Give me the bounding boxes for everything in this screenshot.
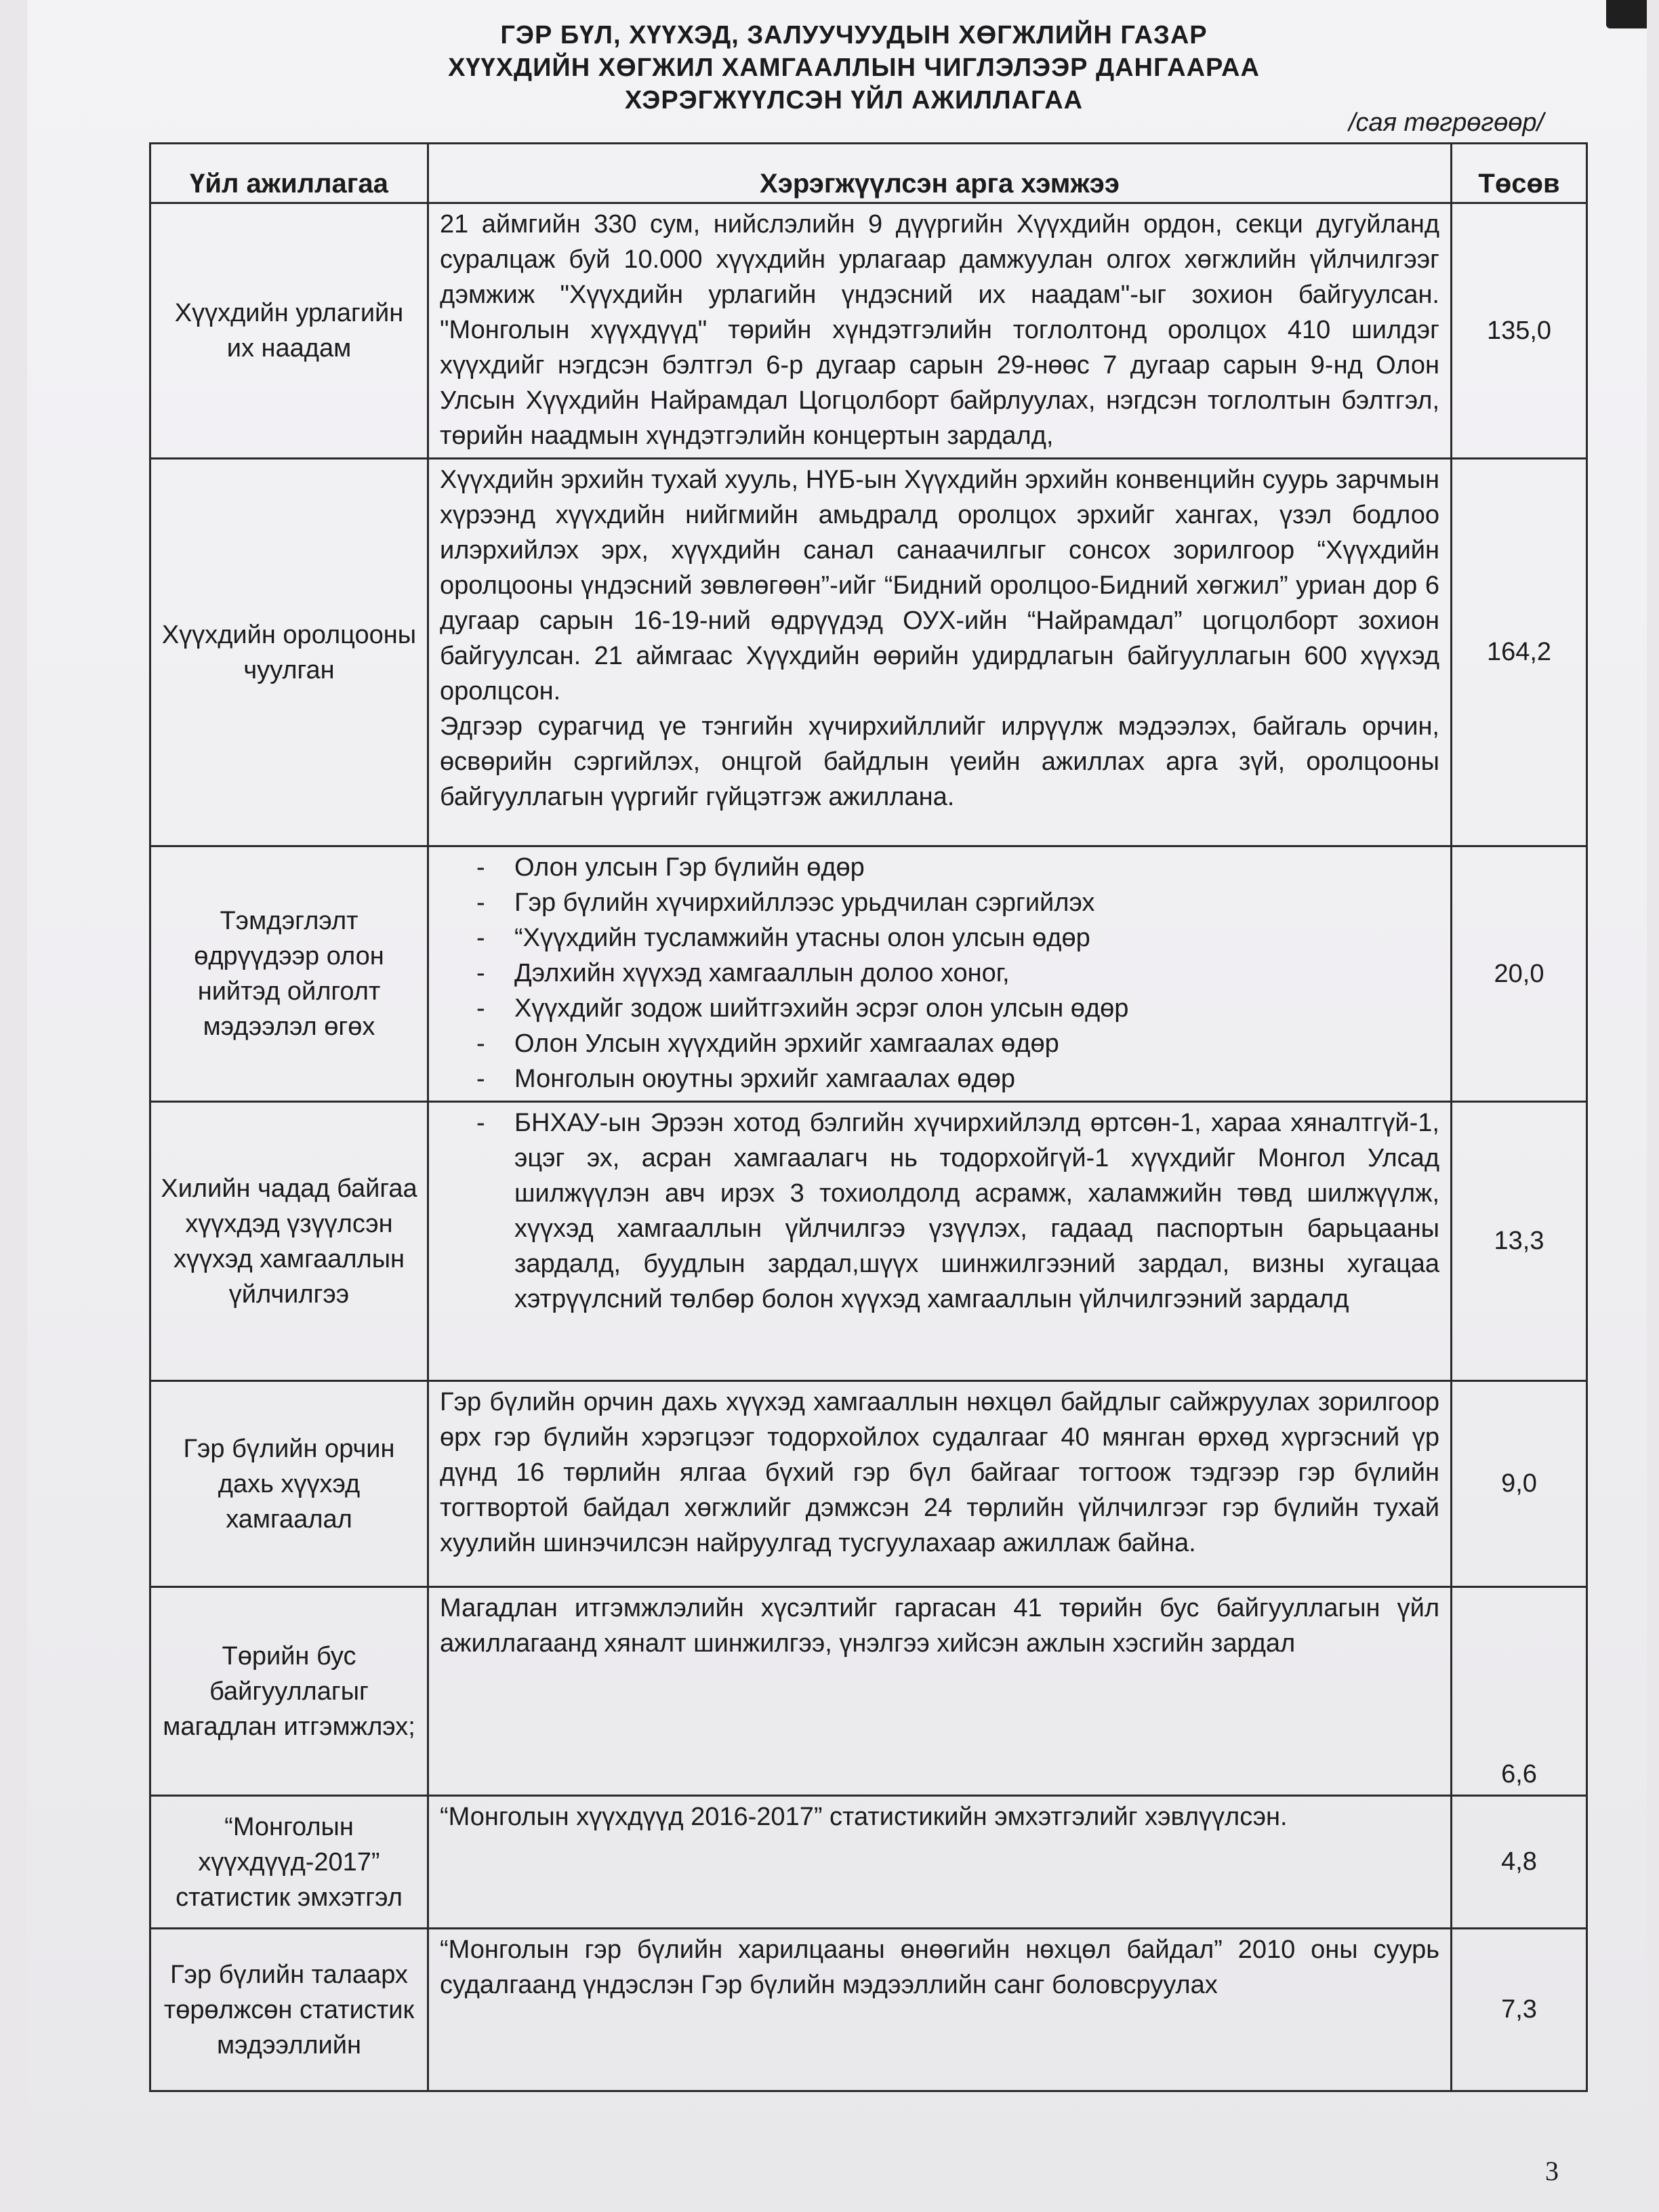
description-cell (428, 1102, 1452, 1381)
activity-cell: Хүүхдийн урлагийн их наадам (150, 203, 428, 459)
list-item: - Дэлхийн хүүхэд хамгааллын долоо хоног, (440, 956, 1439, 991)
description-cell: “Монголын гэр бүлийн харилцааны өнөөгийн нөхцөл байдал” 2010 оны суурь судалгаанд үндэслэн Гэр бүлийн мэдээллийн санг боловсруулах (428, 1929, 1452, 2091)
budget-cell: 4,8 (1452, 1796, 1587, 1929)
budget-cell: 20,0 (1452, 846, 1587, 1102)
description-paragraph: Хүүхдийн эрхийн тухай хууль, НҮБ-ын Хүүхдийн эрхийн конвенцийн суурь зарчмын хүрээнд хүүхдийн нийгмийн амьдралд оролцох эрхийг хангах, үзэл бодлоо илэрхийлэх эрх, хүүхдийн санал санаачилгыг сонсох зорилгоор “Хүүхдийн оролцооны үндэсний зөвлөгөөн”-ийг “Бидний оролцоо-Бидний хөгжил” уриан дор 6 дугаар сарын 16-19-ний өдрүүдэд ОУХ-ийн “Найрамдал” цогцолборт зохион байгуулсан. 21 аймгаас Хүүхдийн өөрийн удирдлагын байгууллагын 600 хүүхэд оролцсон. (440, 466, 1439, 705)
activity-cell: Тэмдэглэлт өдрүүдээр олон нийтэд ойлголт мэдээлэл өгөх (150, 846, 428, 1102)
list-item: - Олон улсын Гэр бүлийн өдөр (440, 850, 1439, 885)
table-row (150, 1929, 1587, 2091)
list-item: - Хүүхдийг зодож шийтгэхийн эсрэг олон улсын өдөр (440, 991, 1439, 1026)
binder-clip (1606, 0, 1647, 28)
table-row (150, 1102, 1587, 1381)
description-cell: 21 аймгийн 330 сум, нийслэлийн 9 дүүргийн Хүүхдийн ордон, секци дугуйланд суралцаж буй 10.000 хүүхдийн урлагаар дамжуулан олгох хөгжлийн үйлчилгээг дэмжиж "Хүүхдийн урлагийн үндэсний их наадам"-ыг зохион байгуулсан. "Монголын хүүхдүүд" төрийн хүндэтгэлийн тоглолтонд оролцох 410 шилдэг хүүхдийг нэгдсэн бэлтгэл 6-р дугаар сарын 29-нөөс 7 дугаар сарын 9-нд Олон Улсын Хүүхдийн Найрамдал Цогцолборт байрлуулах, нэгдсэн тоглолтын бэлтгэл, төрийн наадмын хүндэтгэлийн концертын зардалд, (428, 203, 1452, 459)
column-header-measures: Хэрэгжүүлсэн арга хэмжээ (428, 144, 1452, 203)
description-cell: Магадлан итгэмжлэлийн хүсэлтийг гаргасан 41 төрийн бус байгууллагын үйл ажиллагаанд хяналт шинжилгээ, үнэлгээ хийсэн ажлын хэсгийн зардал (428, 1587, 1452, 1796)
list-item: - Гэр бүлийн хүчирхийллээс урьдчилан сэргийлэх (440, 885, 1439, 920)
budget-cell: 6,6 (1452, 1587, 1587, 1796)
header-line-3: ХЭРЭГЖҮҮЛСЭН ҮЙЛ АЖИЛЛАГАА (624, 86, 1084, 115)
activity-cell: “Монголын хүүхдүүд-2017” статистик эмхэтгэл (150, 1796, 428, 1929)
header-line-1: ГЭР БҮЛ, ХҮҮХЭД, ЗАЛУУЧУУДЫН ХӨГЖЛИЙН ГАЗАР (500, 21, 1208, 49)
budget-cell: 135,0 (1452, 203, 1587, 459)
list-item: - БНХАУ-ын Эрээн хотод бэлгийн хүчирхийлэлд өртсөн-1, хараа хяналтгүй-1, эцэг эх, асран хамгаалагч нь тодорхойгүй-1 хүүхдийг Монгол Улсад шилжүүлэн авч ирэх 3 тохиолдолд асрамж, халамжийн төвд шилжүүлж, хүүхэд хамгааллын үйлчилгээ үзүүлэх, гадаад паспортын барьцааны зардалд, буудлын зардал,шүүх шинжилгээний зардал, визны хугацаа хэтрүүлсний төлбөр болон хүүхэд хамгааллын үйлчилгээний зардалд (440, 1105, 1439, 1317)
table-row (150, 203, 1587, 459)
activity-cell: Гэр бүлийн талаарх төрөлжсөн статистик мэдээллийн (150, 1929, 428, 2091)
budget-cell: 164,2 (1452, 459, 1587, 846)
document-header (380, 19, 1328, 117)
description-cell: Гэр бүлийн орчин дахь хүүхэд хамгааллын нөхцөл байдлыг сайжруулах зорилгоор өрх гэр бүлийн хэрэгцээг тодорхойлох судалгааг 40 мянган өрхөд хүргэсний үр дүнд 16 төрлийн ялгаа бүхий гэр бүл байгааг тогтоож тэдгээр гэр бүлийн тогтвортой байдал хөгжлийг дэмжсэн 24 төрлийн үйлчилгээг гэр бүлийн тухай хуулийн шинэчилсэн найруулгад тусгуулахаар ажиллаж байна. (428, 1381, 1452, 1587)
description-cell: “Монголын хүүхдүүд 2016-2017” статистикийн эмхэтгэлийг хэвлүүлсэн. (428, 1796, 1452, 1929)
service-list (440, 1105, 1439, 1317)
table-header-row (150, 144, 1587, 203)
budget-cell: 13,3 (1452, 1102, 1587, 1381)
table-row (150, 846, 1587, 1102)
list-item: - Монголын оюутны эрхийг хамгаалах өдөр (440, 1061, 1439, 1097)
observance-days-list (440, 850, 1439, 1097)
list-item: - Олон Улсын хүүхдийн эрхийг хамгаалах өдөр (440, 1026, 1439, 1061)
column-header-budget: Төсөв (1452, 144, 1587, 203)
activity-cell: Хүүхдийн оролцооны чуулган (150, 459, 428, 846)
activity-cell: Хилийн чадад байгаа хүүхдэд үзүүлсэн хүүхэд хамгааллын үйлчилгээ (150, 1102, 428, 1381)
description-cell (428, 846, 1452, 1102)
column-header-activity: Үйл ажиллагаа (150, 144, 428, 203)
budget-cell: 7,3 (1452, 1929, 1587, 2091)
activity-cell: Гэр бүлийн орчин дахь хүүхэд хамгаалал (150, 1381, 428, 1587)
page-number: 3 (1545, 2156, 1559, 2186)
header-line-2: ХҮҮХДИЙН ХӨГЖИЛ ХАМГААЛЛЫН ЧИГЛЭЛЭЭР ДАНГААРАА (448, 54, 1260, 82)
table-row (150, 1796, 1587, 1929)
description-paragraph: Эдгээр сурагчид үе тэнгийн хүчирхийллийг илрүүлж мэдээлэх, байгаль орчин, өсвөрийн сэргийлэх, онцгой байдлын үеийн ажиллах арга зүй, оролцооны байгууллагын үүргийг гүйцэтгэж ажиллана. (440, 712, 1439, 811)
table-row (150, 1587, 1587, 1796)
table-row (150, 1381, 1587, 1587)
unit-note: /сая төгрөгөөр/ (1349, 108, 1544, 137)
activity-cell: Төрийн бус байгууллагыг магадлан итгэмжлэх; (150, 1587, 428, 1796)
description-cell (428, 459, 1452, 846)
budget-cell: 9,0 (1452, 1381, 1587, 1587)
activities-table (149, 142, 1588, 2092)
table-row (150, 459, 1587, 846)
list-item: - “Хүүхдийн тусламжийн утасны олон улсын өдөр (440, 920, 1439, 956)
